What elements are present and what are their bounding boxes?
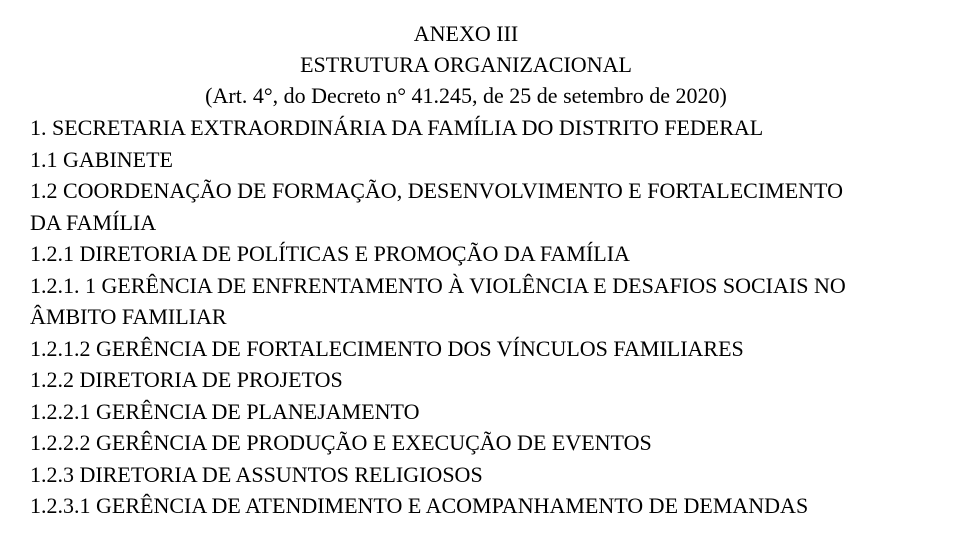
list-item: DA FAMÍLIA <box>30 209 157 235</box>
annex-title: ANEXO III <box>413 21 519 46</box>
list-item: 1.2.1. 1 GERÊNCIA DE ENFRENTAMENTO À VIOLÊNCIA E DESAFIOS SOCIAIS NO <box>30 272 846 298</box>
list-item: 1.2.2 DIRETORIA DE PROJETOS <box>30 367 343 392</box>
list-item: 1.2.3.1 GERÊNCIA DE ATENDIMENTO E ACOMPANHAMENTO DE DEMANDAS <box>30 493 809 518</box>
list-item: 1.2.2.1 GERÊNCIA DE PLANEJAMENTO <box>30 398 420 424</box>
list-item: ÂMBITO FAMILIAR <box>30 304 227 329</box>
list-item: 1.2.1 DIRETORIA DE POLÍTICAS E PROMOÇÃO DA FAMÍLIA <box>30 241 630 266</box>
document-header <box>0 18 932 111</box>
org-structure-list <box>30 112 950 522</box>
structure-title: ESTRUTURA ORGANIZACIONAL <box>300 52 632 77</box>
list-item: 1.2 COORDENAÇÃO DE FORMAÇÃO, DESENVOLVIMENTO E FORTALECIMENTO <box>30 178 843 203</box>
list-item: 1.2.1.2 GERÊNCIA DE FORTALECIMENTO DOS VÍNCULOS FAMILIARES <box>30 335 744 361</box>
list-item: 1.2.2.2 GERÊNCIA DE PRODUÇÃO E EXECUÇÃO DE EVENTOS <box>30 430 652 455</box>
list-item: 1.1 GABINETE <box>30 146 173 172</box>
list-item: 1. SECRETARIA EXTRAORDINÁRIA DA FAMÍLIA DO DISTRITO FEDERAL <box>30 115 764 140</box>
decree-reference: (Art. 4°, do Decreto n° 41.245, de 25 de setembro de 2020) <box>205 83 727 108</box>
list-item: 1.2.3 DIRETORIA DE ASSUNTOS RELIGIOSOS <box>30 461 483 487</box>
